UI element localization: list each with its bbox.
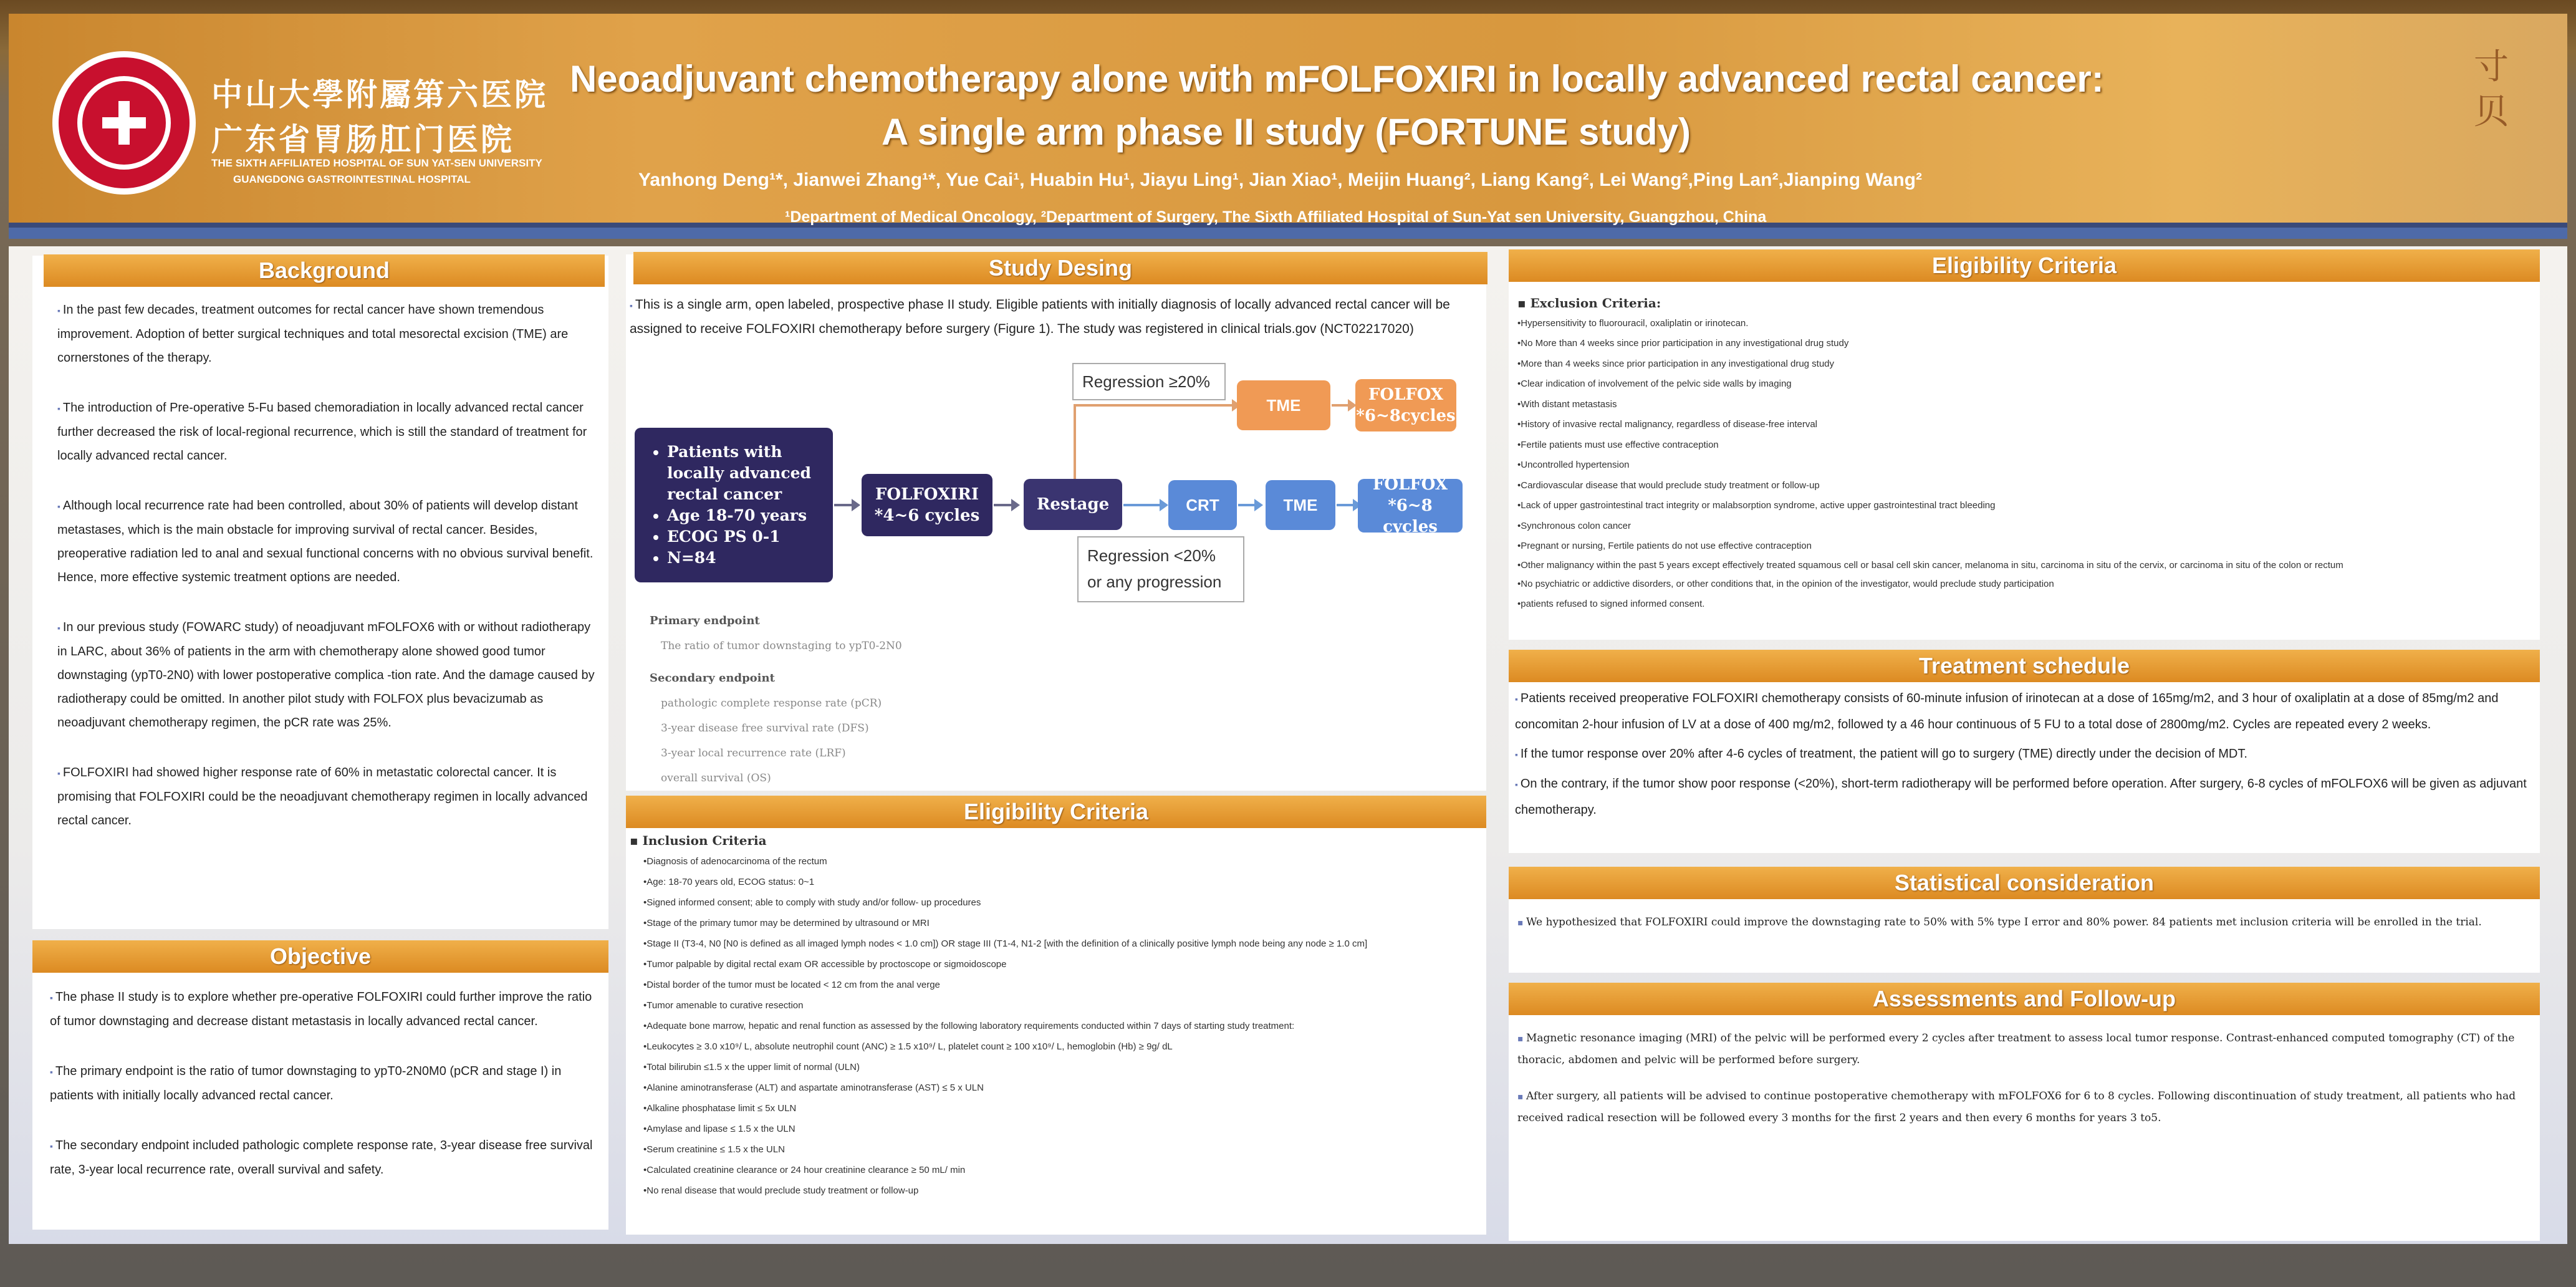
- objective-paragraph: ▪ The phase II study is to explore whether pre-operative FOLFOXIRI could further improve the ratio of tumor downstaging and decrease distant metastasis in locally advanced rectal cancer.: [50, 985, 598, 1033]
- treatment-paragraph: ▪ On the contrary, if the tumor show poor response (<20%), short-term radiotherapy will be performed before operation. After surgery, 6-8 cycles of mFOLFOX6 will be given as adjuvant chemotherapy.: [1515, 771, 2537, 823]
- regression-low-line-1: Regression <20%: [1087, 546, 1216, 565]
- flow-folfoxiri-label: FOLFOXIRI: [875, 485, 979, 504]
- exclusion-heading: Eligibility Criteria: [1509, 249, 2540, 282]
- regression-low-note: [1077, 536, 1244, 602]
- flow-folfoxiri-cycles: *4~6 cycles: [874, 506, 980, 525]
- secondary-endpoint-item: pathologic complete response rate (pCR): [661, 697, 882, 710]
- flow-folfox-top-cycles: *6~8cycles: [1356, 407, 1456, 425]
- exclusion-list: [1517, 293, 2534, 615]
- treatment-paragraph: ▪ Patients received preoperative FOLFOXIRI chemotherapy consists of 60-minute infusion of irinotecan at a dose of 165mg/m2, and 3 hour of oxaliplatin at a dose of 85mg/m2 and concomitan 2-hour infusion of LV at a dose of 400 mg/m2, followed ty a 46 hour continuous of 5 FU to a total dose of 2800mg/m2. Cycles are repeated every 2 weeks.: [1515, 686, 2537, 738]
- inclusion-item: •Alanine aminotransferase (ALT) and aspartate aminotransferase (AST) ≤ 5 x ULN: [643, 1082, 984, 1093]
- flow-crt-box: [1168, 480, 1237, 530]
- secondary-endpoint-heading: Secondary endpoint: [650, 672, 775, 685]
- background-paragraph: ▪ FOLFOXIRI had showed higher response rate of 60% in metastatic colorectal cancer. It is promising that FOLFOXIRI could be the neoadjuvant chemotherapy regimen in locally advanced rectal cancer.: [57, 761, 600, 832]
- inclusion-item: •Age: 18-70 years old, ECOG status: 0~1: [643, 877, 815, 887]
- inclusion-item: •Stage II (T3-4, N0 [N0 is defined as all imaged lymph nodes < 1.0 cm]) OR stage III (T1-4, N1-2 [with the definition of a clinically positive lymph node being any node ≥ 1.0 cm]: [643, 938, 1368, 949]
- institution-name-english-1: THE SIXTH AFFILIATED HOSPITAL OF SUN YAT-SEN UNIVERSITY: [211, 157, 542, 169]
- authors: Yanhong Deng¹*, Jianwei Zhang¹*, Yue Cai¹, Huabin Hu¹, Jiayu Ling¹, Jian Xiao¹, Meijin Huang², Liang Kang², Lei Wang²,Ping Lan²,Jianping Wang²: [638, 170, 1922, 190]
- treatment-text: [1515, 686, 2537, 823]
- flow-crt-label: CRT: [1186, 495, 1219, 514]
- regression-low-line-2: or any progression: [1087, 572, 1222, 591]
- flow-branch-line: [1074, 404, 1076, 479]
- flow-patients-item: • N=84: [667, 547, 833, 569]
- flow-folfox-bottom-box: [1358, 475, 1463, 536]
- flow-tme-top-label: TME: [1266, 395, 1301, 415]
- flow-arrow: [1337, 504, 1354, 506]
- background-paragraph: ▪ In the past few decades, treatment outcomes for rectal cancer have shown tremendous improvement. Adoption of better surgical techniques and total mesorectal excision (TME) are cornerstones of the therapy.: [57, 298, 600, 370]
- flow-restage-box: [1024, 479, 1122, 530]
- flow-patients-item: • ECOG PS 0-1: [667, 526, 833, 547]
- inclusion-subheading-text: Inclusion Criteria: [642, 833, 767, 848]
- regression-high-note: Regression ≥20%: [1072, 363, 1226, 400]
- exclusion-item: •No More than 4 weeks since prior participation in any investigational drug study: [1517, 338, 1849, 349]
- inclusion-item: •Alkaline phosphatase limit ≤ 5x ULN: [643, 1103, 797, 1114]
- study-design-intro-text: ▪ This is a single arm, open labeled, prospective phase II study. Eligible patients with initially diagnosis of locally advanced rectal cancer will be assigned to receive FOLFOXIRI chemotherapy before surgery (Figure 1). The study was registered in clinical trials.gov (NCT02217020): [630, 293, 1484, 341]
- flow-patients-item: • Age 18-70 years: [667, 505, 833, 526]
- poster-header: [9, 14, 2567, 229]
- exclusion-item: •Lack of upper gastrointestinal tract integrity or malabsorption syndrome, active upper gastrointestinal tract bleeding: [1517, 500, 1996, 511]
- exclusion-item: •Uncontrolled hypertension: [1517, 460, 1630, 470]
- statistical-text: [1517, 912, 2527, 933]
- flow-arrow: [994, 504, 1012, 506]
- inclusion-item: •Diagnosis of adenocarcinoma of the rectum: [643, 856, 827, 867]
- inclusion-heading: Eligibility Criteria: [626, 796, 1486, 828]
- inclusion-item: •No renal disease that would preclude study treatment or follow-up: [643, 1185, 919, 1196]
- statistical-paragraph: ▪ We hypothesized that FOLFOXIRI could improve the downstaging rate to 50% with 5% type I error and 80% power. 84 patients met inclusion criteria will be enrolled in the trial.: [1517, 912, 2527, 933]
- statistical-heading: Statistical consideration: [1509, 867, 2540, 899]
- exclusion-item: •Pregnant or nursing, Fertile patients do not use effective contraception: [1517, 541, 1812, 551]
- assessments-heading: Assessments and Follow-up: [1509, 983, 2540, 1015]
- exclusion-item: •Synchronous colon cancer: [1517, 520, 1632, 531]
- flow-folfox-bottom-cycles: *6~8 cycles: [1383, 496, 1438, 536]
- flow-arrow: [1123, 504, 1161, 506]
- assessments-paragraph: ▪ Magnetic resonance imaging (MRI) of the pelvic will be performed every 2 cycles after treatment to assess local tumor response. Contrast-enhanced computed tomography (CT) of the thoracic, abdomen and pelvic will be performed before surgery.: [1517, 1028, 2527, 1071]
- exclusion-item: •Fertile patients must use effective contraception: [1517, 439, 1719, 450]
- flow-arrow: [834, 504, 853, 506]
- inclusion-item: •Total bilirubin ≤1.5 x the upper limit of normal (ULN): [643, 1062, 860, 1072]
- secondary-endpoint-item: 3-year local recurrence rate (LRF): [661, 747, 846, 759]
- inclusion-item: •Amylase and lipase ≤ 1.5 x the ULN: [643, 1124, 795, 1134]
- flow-patients-box: [635, 428, 833, 582]
- calligraphy-seal: 寸贝: [2474, 47, 2509, 132]
- background-paragraph: ▪ Although local recurrence rate had been controlled, about 30% of patients will develop distant metastases, which is the main obstacle for improving survival of rectal cancer. Besides, preoperative radiation led to anal and sexual functional concerns with no obvious survival benefit. Hence, more effective systemic treatment options are needed.: [57, 494, 600, 589]
- flow-patients-item: • Patients with locally advanced rectal cancer: [667, 441, 833, 505]
- flow-restage-label: Restage: [1036, 495, 1110, 514]
- poster-title-line-1: Neoadjuvant chemotherapy alone with mFOLFOXIRI in locally advanced rectal cancer:: [570, 58, 2104, 100]
- inclusion-item: •Stage of the primary tumor may be determined by ultrasound or MRI: [643, 918, 930, 928]
- secondary-endpoint-item: overall survival (OS): [661, 772, 771, 784]
- assessments-paragraph: ▪ After surgery, all patients will be advised to continue postoperative chemotherapy with mFOLFOX6 for 6 to 8 cycles. Following discontinuation of study treatment, all patients who had received radical resection will be followed every 3 months for the first 2 years and then every 6 months for years 3 to5.: [1517, 1086, 2527, 1129]
- primary-endpoint-text: The ratio of tumor downstaging to ypT0-2N0: [661, 640, 902, 652]
- inclusion-list: [630, 831, 1478, 1201]
- exclusion-item: •Hypersensitivity to fluorouracil, oxaliplatin or irinotecan.: [1517, 317, 1749, 329]
- objective-paragraph: ▪ The secondary endpoint included pathologic complete response rate, 3-year disease free survival rate, 3-year local recurrence rate, overall survival and safety.: [50, 1134, 598, 1182]
- flow-folfox-bottom-label: FOLFOX: [1372, 475, 1448, 494]
- treatment-heading: Treatment schedule: [1509, 650, 2540, 682]
- objective-text: [50, 985, 598, 1208]
- inclusion-item: •Tumor amenable to curative resection: [643, 1000, 804, 1011]
- exclusion-item: •History of invasive rectal malignancy, regardless of disease-free interval: [1517, 419, 1818, 430]
- inclusion-item: •Serum creatinine ≤ 1.5 x the ULN: [643, 1144, 785, 1155]
- flow-arrow: [1074, 404, 1233, 407]
- background-text: [57, 298, 600, 859]
- primary-endpoint-heading: Primary endpoint: [650, 614, 760, 627]
- objective-paragraph: ▪ The primary endpoint is the ratio of tumor downstaging to ypT0-2N0M0 (pCR and stage I) in patients with initially locally advanced rectal cancer.: [50, 1059, 598, 1107]
- poster-title-line-2: A single arm phase II study (FORTUNE study): [882, 111, 1691, 153]
- endpoints: [650, 609, 1024, 791]
- background-paragraph: ▪ The introduction of Pre-operative 5-Fu based chemoradiation in locally advanced rectal cancer further decreased the risk of local-regional recurrence, which is still the standard of treatment for locally advanced rectal cancer.: [57, 396, 600, 468]
- flow-folfox-top-label: FOLFOX: [1368, 385, 1444, 404]
- inclusion-item: •Calculated creatinine clearance or 24 hour creatinine clearance ≥ 50 mL/ min: [643, 1165, 966, 1175]
- inclusion-item: •Adequate bone marrow, hepatic and renal function as assessed by the following laboratory requirements conducted within 7 days of starting study treatment:: [643, 1021, 1295, 1031]
- flow-arrow: [1238, 504, 1256, 506]
- flow-tme-bottom-label: TME: [1283, 495, 1318, 514]
- exclusion-item: •Other malignancy within the past 5 years except effectively treated squamous cell or basal cell skin cancer, melanoma in situ, carcinoma in situ of the cervix, or carcinoma in situ of the colon or rectum: [1517, 559, 2343, 571]
- inclusion-item: •Leukocytes ≥ 3.0 x10⁹/ L, absolute neutrophil count (ANC) ≥ 1.5 x10⁹/ L, platelet count ≥ 100 x10⁹/ L, hemoglobin (Hb) ≥ 9g/ dL: [643, 1041, 1173, 1052]
- inclusion-item: •Signed informed consent; able to comply with study and/or follow- up procedures: [643, 897, 981, 908]
- exclusion-item: •More than 4 weeks since prior participation in any investigational drug study: [1517, 358, 1835, 369]
- affiliations: ¹Department of Medical Oncology, ²Department of Surgery, The Sixth Affiliated Hospital of Sun-Yat sen University, Guangzhou, China: [785, 208, 1767, 226]
- exclusion-subheading-text: Exclusion Criteria:: [1530, 296, 1661, 311]
- flow-arrow: [1332, 404, 1349, 407]
- background-paragraph: ▪ In our previous study (FOWARC study) of neoadjuvant mFOLFOX6 with or without radiotherapy in LARC, about 36% of patients in the arm with chemotherapy alone showed good tumor downstaging (ypT0-2N0) with lower postoperative complica -tion rate. And the damage caused by radiotherapy could be omitted. In another pilot study with FOLFOX plus bevacizumab as neoadjuvant chemotherapy regimen, the pCR rate was 25%.: [57, 615, 600, 735]
- inclusion-item: •Distal border of the tumor must be located < 12 cm from the anal verge: [643, 980, 940, 990]
- institution-name-chinese-2: 广东省胃肠肛门医院: [211, 121, 514, 158]
- exclusion-item: •patients refused to signed informed consent.: [1517, 599, 1705, 609]
- exclusion-item: •No psychiatric or addictive disorders, or other conditions that, in the opinion of the investigator, would preclude study participation: [1517, 578, 2054, 589]
- inclusion-subheading: ▪ Inclusion Criteria: [630, 833, 767, 848]
- background-heading: Background: [44, 254, 605, 287]
- exclusion-subheading: ▪ Exclusion Criteria:: [1517, 296, 1661, 311]
- exclusion-item: •With distant metastasis: [1517, 398, 1617, 410]
- flow-tme-top-box: [1237, 380, 1330, 430]
- exclusion-item: •Clear indication of involvement of the pelvic side walls by imaging: [1517, 378, 1792, 389]
- study-design-intro: [630, 293, 1484, 341]
- flow-folfoxiri-box: [862, 474, 992, 536]
- flow-tme-bottom-box: [1266, 480, 1335, 530]
- secondary-endpoint-item: 3-year disease free survival rate (DFS): [661, 722, 869, 735]
- objective-heading: Objective: [32, 940, 608, 973]
- exclusion-item: •Cardiovascular disease that would preclude study treatment or follow-up: [1517, 480, 1820, 491]
- treatment-paragraph: ▪ If the tumor response over 20% after 4-6 cycles of treatment, the patient will go to surgery (TME) directly under the decision of MDT.: [1515, 741, 2537, 768]
- inclusion-item: •Tumor palpable by digital rectal exam OR accessible by proctoscope or sigmoidoscope: [643, 959, 1007, 970]
- institution-name-english-2: GUANGDONG GASTROINTESTINAL HOSPITAL: [233, 173, 471, 185]
- flow-folfox-top-box: [1355, 379, 1456, 431]
- hospital-logo-icon: [52, 51, 196, 195]
- study-design-heading: Study Desing: [633, 252, 1487, 284]
- assessments-text: [1517, 1028, 2527, 1129]
- institution-name-chinese-1: 中山大學附屬第六医院: [211, 76, 548, 113]
